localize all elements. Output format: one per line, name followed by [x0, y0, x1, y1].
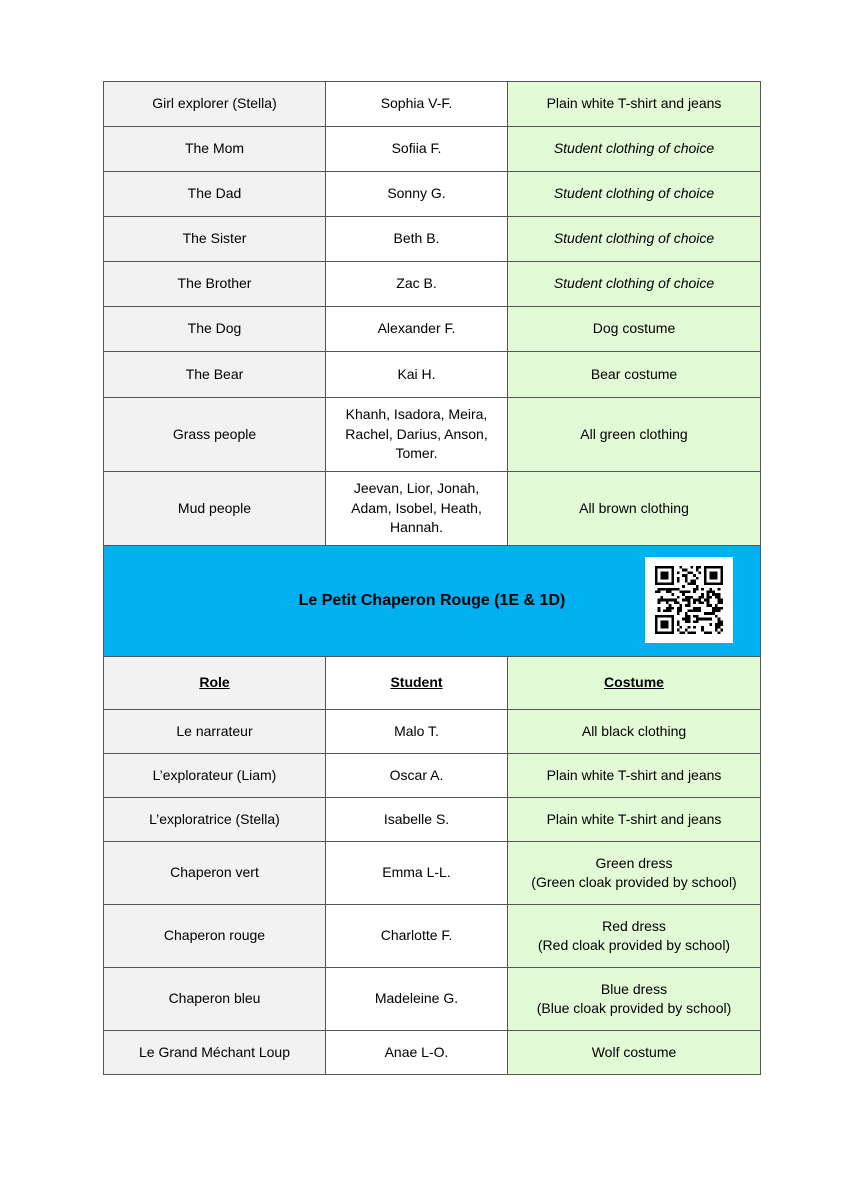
costume-cell: Wolf costume [508, 1031, 761, 1075]
qr-code-icon [645, 557, 733, 643]
section-title: Le Petit Chaperon Rouge (1E & 1D) [298, 592, 566, 610]
header-costume-label: Costume [604, 674, 664, 691]
student-cell: Sophia V-F. [326, 82, 508, 127]
role-cell: Girl explorer (Stella) [104, 82, 326, 127]
costume-cell: Blue dress (Blue cloak provided by school) [508, 968, 761, 1031]
role-cell: The Dad [104, 172, 326, 217]
table-row [104, 710, 761, 754]
table-row [104, 217, 761, 262]
costume-cell: All brown clothing [508, 472, 761, 546]
student-cell: Kai H. [326, 352, 508, 398]
student-cell: Sonny G. [326, 172, 508, 217]
costume-cell: Student clothing of choice [508, 217, 761, 262]
table-row [104, 842, 761, 905]
role-cell: Mud people [104, 472, 326, 546]
student-cell: Madeleine G. [326, 968, 508, 1031]
student-cell: Alexander F. [326, 307, 508, 352]
costume-cell: Plain white T-shirt and jeans [508, 754, 761, 798]
table-row [104, 262, 761, 307]
header-role-cell [104, 657, 326, 710]
costume-cell: Plain white T-shirt and jeans [508, 798, 761, 842]
costume-cell: All black clothing [508, 710, 761, 754]
table-row [104, 352, 761, 398]
role-cell: The Bear [104, 352, 326, 398]
costume-cell: Student clothing of choice [508, 262, 761, 307]
section-title-cell [104, 546, 761, 657]
table-row [104, 968, 761, 1031]
header-costume-cell [508, 657, 761, 710]
costume-cell: Plain white T-shirt and jeans [508, 82, 761, 127]
cast-table [103, 81, 761, 1075]
costume-cell: All green clothing [508, 398, 761, 472]
header-role-label: Role [199, 674, 230, 691]
role-cell: The Dog [104, 307, 326, 352]
student-cell: Khanh, Isadora, Meira, Rachel, Darius, Anson, Tomer. [326, 398, 508, 472]
table-row [104, 398, 761, 472]
table-row [104, 172, 761, 217]
role-cell: The Sister [104, 217, 326, 262]
role-cell: The Mom [104, 127, 326, 172]
student-cell: Malo T. [326, 710, 508, 754]
costume-cell: Dog costume [508, 307, 761, 352]
role-cell: The Brother [104, 262, 326, 307]
student-cell: Oscar A. [326, 754, 508, 798]
table-row [104, 754, 761, 798]
header-student-cell [326, 657, 508, 710]
table-row [104, 472, 761, 546]
student-cell: Emma L-L. [326, 842, 508, 905]
role-cell: Le narrateur [104, 710, 326, 754]
role-cell: Chaperon vert [104, 842, 326, 905]
section-title-row [104, 546, 761, 657]
student-cell: Charlotte F. [326, 905, 508, 968]
costume-cell: Bear costume [508, 352, 761, 398]
header-student-label: Student [390, 674, 443, 691]
table-row [104, 82, 761, 127]
table-row [104, 798, 761, 842]
role-cell: L’exploratrice (Stella) [104, 798, 326, 842]
role-cell: Chaperon rouge [104, 905, 326, 968]
costume-cell: Green dress (Green cloak provided by school) [508, 842, 761, 905]
table-row [104, 905, 761, 968]
table-row [104, 127, 761, 172]
role-cell: Grass people [104, 398, 326, 472]
table-row [104, 307, 761, 352]
student-cell: Isabelle S. [326, 798, 508, 842]
costume-cell: Student clothing of choice [508, 172, 761, 217]
role-cell: L’explorateur (Liam) [104, 754, 326, 798]
role-cell: Le Grand Méchant Loup [104, 1031, 326, 1075]
header-row [104, 657, 761, 710]
student-cell: Anae L-O. [326, 1031, 508, 1075]
student-cell: Sofiia F. [326, 127, 508, 172]
role-cell: Chaperon bleu [104, 968, 326, 1031]
student-cell: Zac B. [326, 262, 508, 307]
student-cell: Jeevan, Lior, Jonah, Adam, Isobel, Heath, Hannah. [326, 472, 508, 546]
costume-cell: Red dress (Red cloak provided by school) [508, 905, 761, 968]
table-row [104, 1031, 761, 1075]
costume-cell: Student clothing of choice [508, 127, 761, 172]
student-cell: Beth B. [326, 217, 508, 262]
